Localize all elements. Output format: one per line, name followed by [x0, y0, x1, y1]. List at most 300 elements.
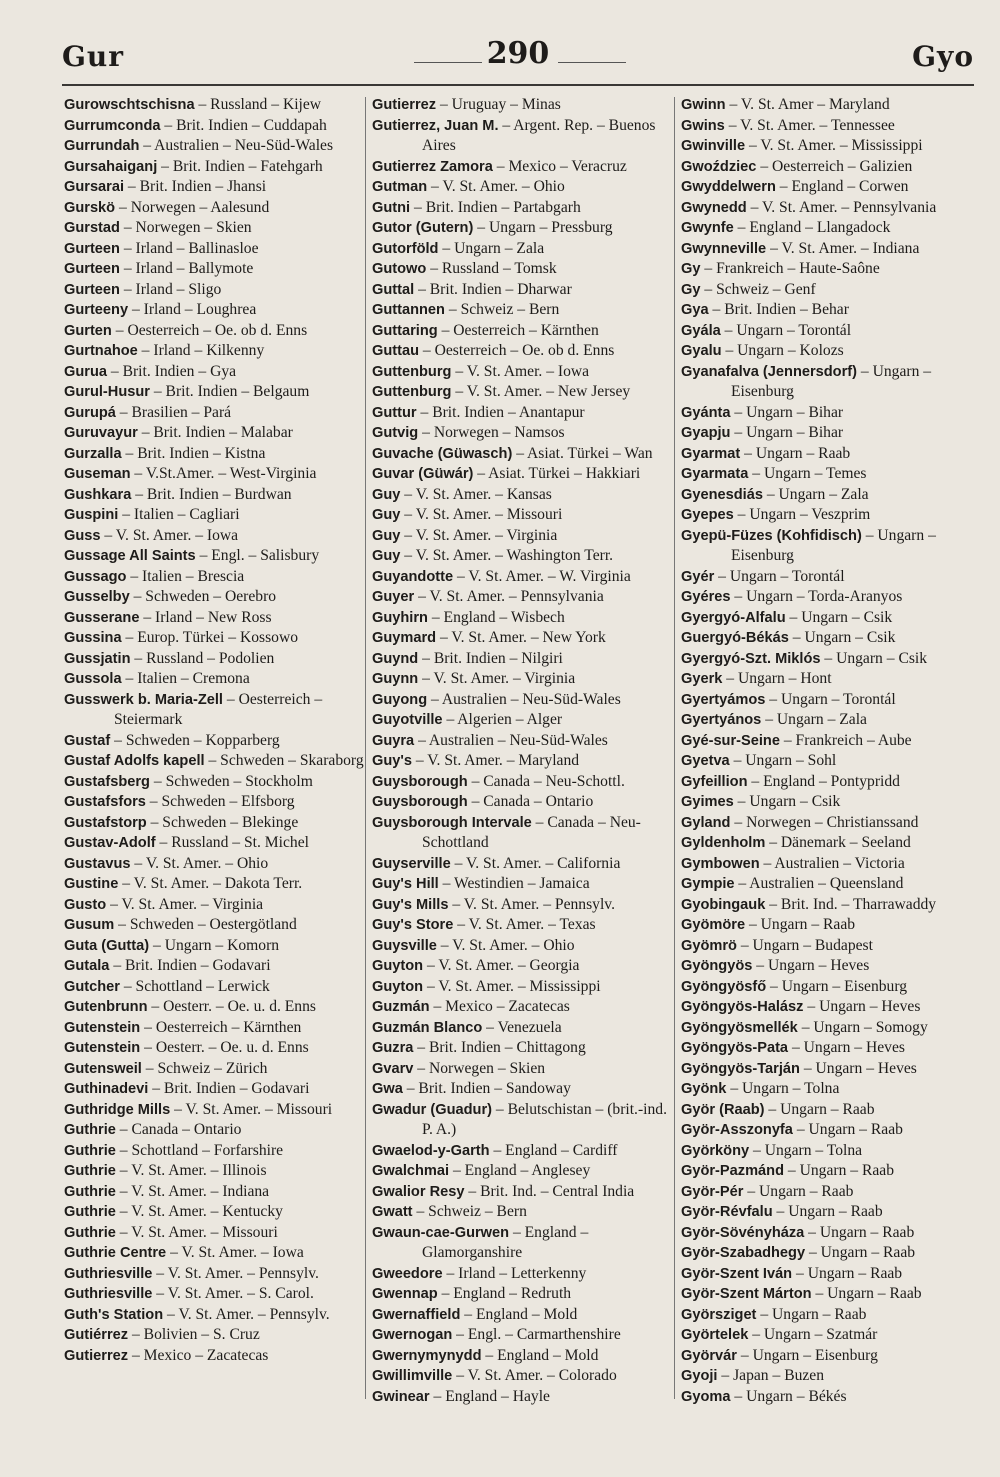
place-entry: [372, 977, 672, 998]
place-name: Gwynneville: [681, 240, 767, 257]
place-name: Guy's Hill: [372, 876, 439, 892]
place-entry: [372, 1284, 672, 1305]
place-name: Guy: [372, 527, 401, 544]
place-entry: [681, 341, 981, 362]
place-location: – England – Mold: [481, 1346, 599, 1364]
place-entry: [64, 915, 364, 936]
place-entry: [681, 1284, 981, 1305]
place-name: Gutiérrez: [64, 1327, 129, 1343]
place-name: Guysborough: [372, 794, 468, 810]
place-name: Gwoździec: [681, 158, 757, 175]
place-name: Guynn: [372, 671, 419, 687]
place-entry: [64, 956, 364, 977]
place-name: Gussago: [64, 568, 127, 585]
place-location: – Brit. Indien – Kistna: [121, 444, 266, 462]
place-entry: [681, 936, 981, 957]
place-name: Gusto: [64, 896, 107, 913]
place-name: Guzmán Blanco: [372, 1019, 483, 1036]
place-location: – Irland – Ballinasloe: [119, 239, 259, 257]
place-name: Guyong: [372, 691, 428, 708]
place-entry: [681, 362, 981, 403]
place-name: Gurten: [64, 322, 112, 339]
place-entry: [372, 403, 672, 424]
place-name: Gutor (Gutern): [372, 220, 474, 236]
place-location: – V. St. Amer. – Iowa: [451, 362, 590, 380]
place-entry: [372, 649, 672, 670]
place-location: – Ungarn – Torontál: [765, 690, 896, 708]
place-location: – Brit. Indien – Fatehgarh: [157, 157, 323, 175]
place-location: – Ungarn – Eisenburg: [736, 1346, 878, 1364]
place-entry: [64, 813, 364, 834]
place-entry: [64, 403, 364, 424]
place-location: – V. St. Amer. – Missouri: [400, 506, 563, 523]
place-location: – Schweiz – Zürich: [141, 1059, 268, 1077]
place-location: – Canada – Ontario: [467, 793, 594, 810]
place-entry: [64, 751, 364, 772]
place-name: Gutensweil: [64, 1060, 142, 1077]
place-entry: [681, 300, 981, 321]
place-name: Gurupá: [64, 404, 116, 421]
place-location: – Ungarn – Csik: [788, 629, 896, 646]
place-entry: [681, 280, 981, 301]
place-entry: [64, 669, 364, 690]
place-name: Gustine: [64, 876, 119, 892]
place-name: Gutcher: [64, 978, 120, 995]
place-entry: [681, 895, 981, 916]
place-name: Gutenbrunn: [64, 999, 148, 1015]
place-location: – Europ. Türkei – Kossowo: [121, 629, 299, 646]
place-location: – Norwegen – Skien: [119, 219, 252, 236]
place-name: Guy's Store: [372, 917, 454, 933]
place-location: – V. St. Amer. – Ohio: [436, 936, 575, 954]
place-name: Gutorföld: [372, 240, 439, 257]
place-location: – Brit. Ind. – Central India: [464, 1182, 635, 1200]
place-location: – Schweden – Stockholm: [149, 772, 313, 790]
place-name: Gyldenholm: [681, 835, 766, 851]
place-entry: [64, 997, 364, 1018]
place-location: – Ungarn – Budapest: [736, 936, 873, 954]
place-entry: [372, 321, 672, 342]
place-name: Gy: [681, 261, 701, 277]
place-entry: [372, 259, 672, 280]
place-name: Guth's Station: [64, 1306, 164, 1323]
place-location: – Ungarn – Eisenburg: [731, 362, 932, 400]
place-name: Gwaun-cae-Gurwen: [372, 1224, 510, 1241]
place-location: – Brit. Indien – Partabgarh: [410, 198, 581, 216]
place-name: Györ (Raab): [681, 1101, 765, 1118]
place-name: Gustaf: [64, 732, 111, 749]
place-entry: [372, 198, 672, 219]
place-entry: [64, 1079, 364, 1100]
place-entry: [681, 977, 981, 998]
place-entry: [681, 1100, 981, 1121]
place-name: Gyland: [681, 814, 731, 831]
place-entry: [372, 300, 672, 321]
place-location: – Ungarn – Zala: [438, 239, 545, 257]
place-entry: [64, 341, 364, 362]
place-location: – Ungarn – Pressburg: [473, 219, 613, 236]
place-entry: [372, 669, 672, 690]
place-entry: [64, 239, 364, 260]
place-name: Gwinn: [681, 97, 726, 113]
place-name: Gy: [681, 281, 701, 298]
place-location: – Mexico – Zacatecas: [128, 1346, 269, 1364]
place-location: – V. St. Amer. – Texas: [453, 916, 596, 933]
place-location: – V. St. Amer. – New York: [436, 629, 606, 646]
place-location: – Brit. Ind. – Tharrawaddy: [765, 895, 937, 913]
column-1: [64, 95, 364, 1366]
place-entry: [372, 1038, 672, 1059]
place-entry: [64, 1100, 364, 1121]
place-location: – Brit. Indien – Belgaum: [149, 383, 310, 400]
place-entry: [681, 423, 981, 444]
place-location: – V. St. Amer. – Maryland: [411, 752, 580, 769]
place-name: Gyánta: [681, 404, 731, 421]
place-name: Guthrie: [64, 1224, 116, 1241]
place-location: – Engl. – Carmarthenshire: [452, 1326, 621, 1343]
column-divider: [674, 97, 675, 1399]
place-name: Gyála: [681, 322, 721, 339]
place-entry: [372, 1223, 672, 1264]
place-entry: [681, 1223, 981, 1244]
place-entry: [64, 485, 364, 506]
place-entry: [681, 649, 981, 670]
place-entry: [372, 116, 672, 157]
place-location: – V. St. Amer. – Washington Terr.: [400, 547, 614, 564]
place-location: – England – Cardiff: [489, 1141, 618, 1159]
place-name: Gwynedd: [681, 199, 747, 216]
place-location: – Russland – St. Michel: [155, 834, 309, 851]
place-name: Gyöngyös-Pata: [681, 1040, 789, 1056]
place-entry: [64, 731, 364, 752]
place-name: Györ-Pazmánd: [681, 1163, 784, 1179]
place-name: Gwernaffield: [372, 1306, 461, 1323]
place-name: Guttenburg: [372, 384, 452, 400]
place-name: Gyéres: [681, 589, 731, 605]
place-entry: [64, 423, 364, 444]
place-name: Györ-Pér: [681, 1183, 744, 1200]
place-name: Györ-Sövényháza: [681, 1224, 805, 1241]
place-location: – Oesterreich – Oe. ob d. Enns: [419, 342, 615, 359]
place-name: Guzmán: [372, 999, 430, 1015]
place-name: Guttur: [372, 404, 417, 421]
place-location: – England – Pontypridd: [747, 772, 900, 790]
place-entry: [64, 649, 364, 670]
place-location: – Frankreich – Aube: [779, 731, 912, 749]
place-entry: [681, 813, 981, 834]
place-entry: [64, 1223, 364, 1244]
place-entry: [372, 772, 672, 793]
place-location: – Italien – Cremona: [121, 670, 250, 687]
place-location: – V. St. Amer. – Tennessee: [724, 116, 895, 134]
place-name: Gympie: [681, 876, 735, 892]
place-entry: [64, 628, 364, 649]
place-location: – Irland – Ballymote: [119, 260, 254, 277]
place-name: Gurteen: [64, 261, 120, 277]
place-name: Guyra: [372, 732, 415, 749]
place-entry: [64, 1202, 364, 1223]
place-name: Gustafsberg: [64, 773, 150, 790]
place-entry: [681, 1161, 981, 1182]
place-entry: [372, 710, 672, 731]
place-entry: [681, 1018, 981, 1039]
place-name: Guyandotte: [372, 568, 454, 585]
place-location: – Ungarn – Eisenburg: [731, 526, 936, 564]
place-location: – V. St. Amer. – Pennsylvania: [746, 198, 937, 216]
place-entry: [64, 177, 364, 198]
place-location: – V. St. Amer. – Kentucky: [115, 1203, 283, 1220]
place-entry: [372, 874, 672, 895]
place-entry: [64, 1305, 364, 1326]
place-name: Gyergyó-Alfalu: [681, 609, 786, 626]
place-location: – Ungarn – Torontál: [714, 567, 845, 585]
place-location: – Norwegen – Namsos: [418, 424, 565, 441]
place-location: – V. St. Amer – Maryland: [725, 96, 890, 113]
place-name: Gyfeillion: [681, 773, 748, 790]
place-location: – Irland – Kilkenny: [137, 342, 265, 359]
place-entry: [681, 690, 981, 711]
place-entry: [64, 1182, 364, 1203]
place-name: Gutala: [64, 958, 110, 974]
place-location: – Schweden – Oestergötland: [114, 916, 297, 933]
place-entry: [681, 177, 981, 198]
place-name: Gwadur (Guadur): [372, 1101, 492, 1118]
place-name: Gwalior Resy: [372, 1183, 465, 1200]
place-name: Györ-Szabadhegy: [681, 1245, 806, 1261]
place-location: – Ungarn – Raab: [743, 1182, 854, 1200]
place-name: Gwyddelwern: [681, 179, 776, 195]
place-name: Guysborough Intervale: [372, 814, 532, 831]
place-entry: [372, 95, 672, 116]
place-name: Gyanafalva (Jennersdorf): [681, 363, 857, 380]
place-name: Györköny: [681, 1142, 750, 1159]
column-3: [681, 95, 981, 1407]
place-entry: [64, 1161, 364, 1182]
place-entry: [681, 710, 981, 731]
place-entry: [372, 526, 672, 547]
place-location: – Schweden – Kopparberg: [110, 731, 280, 749]
place-entry: [372, 751, 672, 772]
place-location: – V. St. Amer. – Virginia: [418, 670, 576, 687]
place-entry: [64, 977, 364, 998]
place-location: – Dänemark – Seeland: [765, 834, 911, 851]
place-entry: [64, 936, 364, 957]
place-entry: [372, 1346, 672, 1367]
place-location: – Russland – Tomsk: [426, 260, 557, 277]
place-location: – Ungarn – Somogy: [797, 1018, 928, 1036]
place-name: Guy: [372, 548, 401, 564]
place-name: Gussola: [64, 671, 122, 687]
place-name: Guyserville: [372, 855, 451, 872]
place-entry: [681, 608, 981, 629]
place-location: – Brit. Indien – Sandoway: [402, 1080, 571, 1097]
place-location: – Schottland – Forfarshire: [115, 1141, 284, 1159]
place-name: Guttau: [372, 343, 420, 359]
place-entry: [372, 218, 672, 239]
place-name: Gutvig: [372, 425, 419, 441]
header-right-guide-word: Gyo: [912, 40, 974, 73]
place-location: – Schweiz – Bern: [412, 1203, 527, 1220]
place-name: Guynd: [372, 650, 419, 667]
place-name: Györtelek: [681, 1327, 749, 1343]
column-2: [372, 95, 672, 1407]
place-name: Gushkara: [64, 486, 132, 503]
place-name: Gwins: [681, 117, 725, 134]
place-location: – Ungarn – Bihar: [730, 424, 844, 441]
place-location: – Ungarn – Zala: [762, 485, 869, 503]
place-location: – Ungarn – Bihar: [730, 403, 844, 421]
place-location: – V. St. Amer. – Iowa: [166, 1244, 304, 1261]
place-location: – Australien – Victoria: [759, 854, 905, 872]
place-entry: [681, 1038, 981, 1059]
place-location: – Brit. Indien – Godavari: [109, 957, 271, 974]
place-entry: [372, 628, 672, 649]
place-location: – Ungarn – Heves: [752, 957, 870, 974]
place-entry: [64, 854, 364, 875]
place-name: Gussina: [64, 630, 122, 646]
place-name: Gutierrez, Juan M.: [372, 117, 499, 134]
place-entry: [681, 136, 981, 157]
place-entry: [681, 1243, 981, 1264]
place-location: – Mexico – Zacatecas: [429, 998, 570, 1015]
place-name: Guyer: [372, 589, 415, 605]
place-name: Gutenstein: [64, 1019, 141, 1036]
place-name: Gyoma: [681, 1388, 731, 1405]
place-entry: [64, 526, 364, 547]
place-location: – England – Llangadock: [733, 219, 891, 236]
place-location: – Oesterr. – Oe. u. d. Enns: [147, 998, 316, 1015]
entry-columns: [62, 95, 982, 1405]
place-name: Guthriesville: [64, 1265, 153, 1282]
place-location: – Canada – Neu-Schottland: [422, 813, 641, 851]
place-name: Gwennap: [372, 1286, 438, 1302]
place-location: – Ungarn – Kolozs: [721, 342, 844, 359]
place-location: – Ungarn – Raab: [745, 916, 856, 933]
place-name: Guvar (Güwár): [372, 466, 474, 482]
place-location: – Schweden – Elfsborg: [145, 793, 295, 810]
place-location: – Italien – Cagliari: [118, 506, 240, 523]
place-location: – V. St. Amer. – Pennsylv.: [163, 1305, 330, 1323]
place-location: – Brasilien – Pará: [115, 403, 232, 421]
place-entry: [64, 300, 364, 321]
place-location: – England – Glamorganshire: [422, 1223, 589, 1261]
place-entry: [681, 792, 981, 813]
place-entry: [681, 157, 981, 178]
page-header: [62, 36, 974, 80]
place-location: – Ungarn – Raab: [740, 444, 851, 462]
place-location: – Ungarn – Tolna: [749, 1141, 863, 1159]
place-name: Gustafstorp: [64, 814, 147, 831]
place-entry: [372, 444, 672, 465]
place-name: Gusum: [64, 917, 115, 933]
place-location: – V. St. Amer. – Ohio: [130, 854, 269, 872]
place-location: – Ungarn – Heves: [803, 998, 921, 1015]
place-name: Guthrie Centre: [64, 1245, 167, 1261]
place-location: – Bolivien – S. Cruz: [128, 1326, 260, 1343]
place-name: Guthridge Mills: [64, 1101, 171, 1118]
place-name: Guy: [372, 507, 401, 523]
place-entry: [372, 1161, 672, 1182]
place-name: Gyöngyösmellék: [681, 1019, 798, 1036]
place-entry: [681, 628, 981, 649]
place-entry: [681, 669, 981, 690]
place-entry: [681, 1366, 981, 1387]
place-location: – Ungarn – Veszprim: [733, 506, 871, 523]
place-location: – Schottland – Lerwick: [119, 977, 270, 995]
place-location: – Brit. Indien – Dharwar: [414, 280, 572, 298]
place-location: – Schweden – Blekinge: [146, 813, 299, 831]
place-location: – Norwegen – Skien: [413, 1059, 546, 1077]
place-entry: [372, 1059, 672, 1080]
place-name: Gvarv: [372, 1060, 414, 1077]
place-entry: [372, 1079, 672, 1100]
place-entry: [372, 505, 672, 526]
place-entry: [372, 177, 672, 198]
place-location: – V. St. Amer. – Colorado: [452, 1367, 617, 1384]
place-entry: [372, 485, 672, 506]
place-location: – Irland – New Ross: [139, 608, 272, 626]
place-name: Guyotville: [372, 712, 443, 728]
place-location: – Frankreich – Haute-Saône: [700, 260, 880, 277]
header-rule-right: [558, 62, 626, 63]
place-location: – Brit. Indien – Anantapur: [416, 403, 585, 421]
place-location: – Russland – Kijew: [194, 96, 322, 113]
place-name: Györ-Révfalu: [681, 1204, 773, 1220]
header-divider-line: [62, 84, 974, 86]
place-name: Guysborough: [372, 773, 468, 790]
place-location: – Norwegen – Aalesund: [115, 198, 270, 216]
place-entry: [372, 915, 672, 936]
place-location: – V. St. Amer. – Kansas: [400, 485, 552, 503]
place-name: Guysville: [372, 937, 437, 954]
place-name: Guthinadevi: [64, 1081, 149, 1097]
place-name: Gurrundah: [64, 138, 140, 154]
place-location: – England – Hayle: [429, 1387, 550, 1405]
place-entry: [681, 772, 981, 793]
place-location: – Brit. Indien – Chittagong: [413, 1039, 586, 1056]
place-location: – V. St. Amer. – Missouri: [170, 1100, 333, 1118]
place-location: – Schweiz – Bern: [444, 301, 560, 318]
place-location: – Ungarn – Csik: [785, 608, 893, 626]
place-name: Gursahaiganj: [64, 158, 158, 175]
place-entry: [681, 1346, 981, 1367]
place-entry: [64, 1038, 364, 1059]
place-entry: [681, 505, 981, 526]
place-entry: [681, 239, 981, 260]
place-entry: [64, 136, 364, 157]
place-name: Gurowschtschisna: [64, 97, 195, 113]
place-name: Guzra: [372, 1040, 414, 1056]
place-entry: [64, 198, 364, 219]
place-location: – Norwegen – Christianssand: [730, 813, 919, 831]
place-entry: [64, 321, 364, 342]
place-location: – Ungarn – Raab: [784, 1162, 894, 1179]
place-name: Gwinear: [372, 1388, 430, 1405]
place-location: – V. St. Amer. – Pennsylv.: [152, 1264, 319, 1282]
place-location: – Oesterreich – Kärnthen: [437, 321, 599, 339]
place-entry: [372, 1202, 672, 1223]
place-entry: [372, 1141, 672, 1162]
place-name: Gwernogan: [372, 1327, 453, 1343]
place-name: Guttenburg: [372, 363, 452, 380]
place-name: Gyöngyös: [681, 958, 753, 974]
place-name: Gutman: [372, 179, 428, 195]
place-location: – V. St. Amer. – Iowa: [100, 526, 239, 544]
place-name: Gutowo: [372, 261, 427, 277]
place-name: Gyobingauk: [681, 896, 766, 913]
place-entry: [372, 1100, 672, 1141]
place-name: Gya: [681, 302, 709, 318]
